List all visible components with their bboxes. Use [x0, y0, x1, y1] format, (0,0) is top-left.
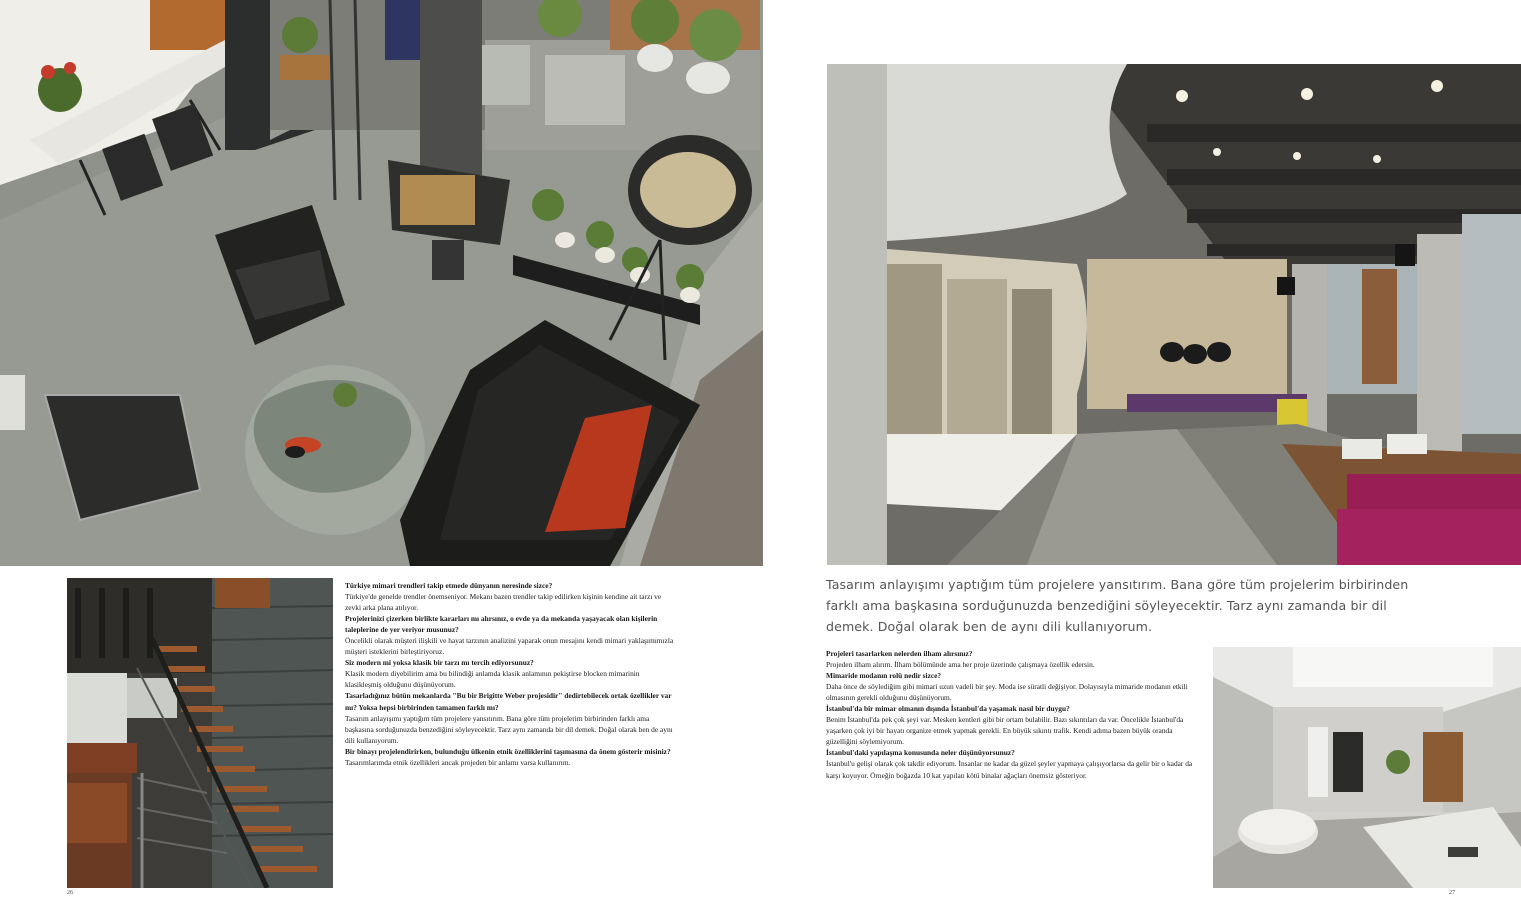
left-interview: [345, 580, 675, 768]
staircase-photo: [67, 578, 333, 888]
question: Bir binayı projelendirirken, bulunduğu ülkenin etnik özelliklerini taşımasına da önem gösterir misiniz?: [345, 746, 671, 756]
answer: Türkiye'de genelde trendler önemseniyor. Mekanı bazen trendler takip edilirken kişinin kendine ait tarzı ve zevki arka plana atılıyor.: [345, 592, 662, 613]
page-number-right: 27: [1449, 890, 1455, 896]
question: Türkiye mimari trendleri takip etmede dünyanın neresinde sizce?: [345, 581, 553, 590]
living-room-photo: [0, 0, 763, 566]
lead-quote: Tasarım anlayışımı yaptığım tüm projelere yansıtırım. Bana göre tüm projelerim birbirinden farklı ama başkasına sorduğunuzda benzediğini söyleyecektir. Tarz aynı zamanda bir dil demek. Doğal olarak ben de aynı dili kullanıyorum.: [826, 577, 1409, 634]
answer: Tasarımlarımda etnik özellikleri ancak projeden bir anlamı varsa kullanırım.: [345, 757, 571, 767]
right-interview: [826, 648, 1204, 781]
question: Projelerinizi çizerken birlikte kararları mı alırsınız, o evde ya da mekanda yaşayacak olan kişilerin taleplerine de yer veriyor musunuz?: [345, 614, 658, 635]
answer: Projeden ilham alırım. İlham bölümünde ama her proje üzerinde çalışmaya özellik edersin.: [826, 660, 1095, 670]
white-interior-photo: [1213, 647, 1521, 888]
office-lobby-photo: [827, 64, 1521, 565]
answer: Daha önce de söylediğim gibi mimari uzun vadeli bir şey. Moda ise süratli değişiyor. Dolayısıyla mimaride modanın etkili olmasının gerekli olduğunu düşünüyorum.: [826, 682, 1188, 703]
question: Tasarladığınız bütün mekanlarda "Bu bir Brigitte Weber projesidir" dedirtebilecek ortak özellikler var mı? Yoksa hepsi birbirinden tamamen farklı mı?: [345, 691, 672, 712]
answer: İstanbul'u gelişi olarak çok takdir ediyorum. İnsanlar ne kadar da güzel şeyler yapmaya çalışıyorlarsa da gelir bir o kadar da karşı koyuyor. Örneğin boğazda 10 kat yapılan kötü binalar ağaçları önemsiz gösteriyor.: [826, 759, 1193, 780]
question: İstanbul'daki yapılaşma konusunda neler düşünüyorsunuz?: [826, 748, 1015, 758]
question: Projeleri tasarlarken nelerden ilham alırsınız?: [826, 649, 973, 658]
page-number-left: 26: [67, 890, 73, 896]
answer: Klasik modern diyebilirim ama bu bilindiği anlamda klasik anlamının pekiştirse blocken mimarinin klasikleşmiş olduğunu düşünüyorum.: [345, 669, 640, 690]
question: İstanbul'da bir mimar olmanın dışında İstanbul'da yaşamak nasıl bir duygu?: [826, 704, 1070, 714]
question: Mimaride modanın rolü nedir sizce?: [826, 671, 942, 681]
answer: Öncelikli olarak müşteri ilişkili ve hayat tarzının analizini yaparak onun mesajını kendi mimari yaklaşımımızla müşteri isteklerini birleştiriyoruz.: [345, 636, 674, 657]
answer: Benim İstanbul'da pek çok şeyi var. Mesken kentleri gibi bir ortam bulabilir. Bazı sıkıntıları da var. Öncelikle İstanbul'da yaşarken çok iyi bir hayatı organize etmek yapmak gerekli. En büyük sıkıntı trafik. Kendi adıma bazen büyük oranda güzelliğini söylemiyorum.: [826, 715, 1184, 747]
question: Siz modern mi yoksa klasik bir tarzı mı tercih ediyorsunuz?: [345, 658, 534, 668]
answer: Tasarım anlayışımı yaptığım tüm projelere yansıtırım. Bana göre tüm projelerim birbirinden farklı ama başkasına sorduğunuzda benzediğini söyleyecektir. Tarz aynı zamanda bir dil demek. Doğal olarak ben de aynı dili kullanıyorum.: [345, 713, 673, 745]
